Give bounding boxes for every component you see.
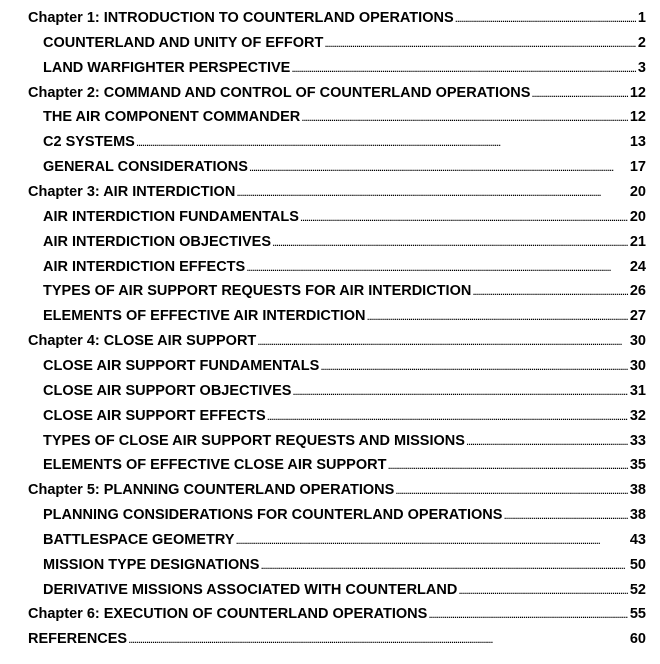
toc-page-number: 31 [629,382,646,399]
toc-dot-leader [367,306,628,326]
toc-page-number: 50 [629,556,646,573]
toc-dot-leader [301,107,628,127]
toc-entry-title: Chapter 4: CLOSE AIR SUPPORT [28,333,257,350]
toc-entry-title: DERIVATIVE MISSIONS ASSOCIATED WITH COUNTERLAND [43,581,458,598]
toc-page-number: 60 [629,631,646,648]
toc-page-number: 20 [629,184,646,200]
toc-section-entry[interactable] [43,306,646,326]
toc-section-entry[interactable] [43,107,646,127]
toc-dot-leader [236,182,628,202]
toc-chapter-entry[interactable] [28,8,646,28]
toc-page-number: 2 [637,34,646,51]
toc-entry-title: AIR INTERDICTION EFFECTS [43,258,246,275]
toc-section-entry[interactable] [43,356,646,376]
toc-dot-leader [267,406,628,426]
toc-page-number: 52 [629,581,646,598]
toc-dot-leader [455,8,636,28]
toc-section-entry[interactable] [43,555,646,575]
toc-dot-leader [472,281,628,301]
toc-entry-title: CLOSE AIR SUPPORT EFFECTS [43,407,266,424]
toc-entry-title: TYPES OF CLOSE AIR SUPPORT REQUESTS AND MISSIONS [43,432,465,449]
toc-section-entry[interactable] [43,58,646,78]
toc-page-number: 24 [629,258,646,275]
toc-entry-title: Chapter 2: COMMAND AND CONTROL OF COUNTERLAND OPERATIONS [28,84,531,101]
toc-chapter-entry[interactable] [28,629,646,649]
toc-entry-title: GENERAL CONSIDERATIONS [43,159,248,176]
toc-page-number: 27 [629,308,646,325]
toc-dot-leader [320,356,628,376]
toc-section-entry[interactable] [43,33,646,53]
toc-page-number: 33 [629,432,646,449]
toc-entry-title: CLOSE AIR SUPPORT OBJECTIVES [43,382,292,399]
toc-section-entry[interactable] [43,257,646,277]
toc-page-number: 26 [629,283,646,300]
toc-entry-title: COUNTERLAND AND UNITY OF EFFORT [43,34,324,51]
toc-entry-title: Chapter 3: AIR INTERDICTION [28,184,236,200]
toc-page-number: 3 [637,59,646,76]
toc-dot-leader [292,381,627,401]
toc-section-entry[interactable] [43,530,646,550]
toc-dot-leader [260,555,627,575]
toc-section-entry[interactable] [43,406,646,426]
toc-dot-leader [428,604,628,624]
toc-entry-title: Chapter 1: INTRODUCTION TO COUNTERLAND OPERATIONS [28,10,454,26]
toc-chapter-entry[interactable] [28,480,646,500]
toc-page-number: 13 [629,134,646,151]
toc-entry-title: AIR INTERDICTION FUNDAMENTALS [43,208,299,225]
toc-entry-title: C2 SYSTEMS [43,134,135,151]
toc-entry-title: BATTLESPACE GEOMETRY [43,531,235,548]
toc-entry-title: MISSION TYPE DESIGNATIONS [43,556,260,573]
toc-page-number: 30 [629,333,646,350]
toc-dot-leader [291,58,636,78]
toc-page-number: 20 [629,208,646,225]
toc-dot-leader [300,207,628,227]
toc-dot-leader [395,480,628,500]
toc-page-number: 55 [629,606,646,623]
toc-dot-leader [128,629,628,649]
toc-page-number: 30 [629,357,646,374]
toc-dot-leader [246,257,628,277]
toc-entry-title: Chapter 5: PLANNING COUNTERLAND OPERATIONS [28,482,395,499]
toc-page-number: 38 [629,482,646,499]
toc-entry-title: TYPES OF AIR SUPPORT REQUESTS FOR AIR INTERDICTION [43,283,472,300]
toc-section-entry[interactable] [43,132,646,152]
toc-page-number: 35 [629,457,646,474]
toc-dot-leader [503,505,627,525]
toc-dot-leader [272,232,628,252]
toc-dot-leader [387,455,627,475]
toc-chapter-entry[interactable] [28,604,646,624]
toc-dot-leader [324,33,636,53]
toc-entry-title: CLOSE AIR SUPPORT FUNDAMENTALS [43,357,320,374]
toc-dot-leader [458,580,628,600]
toc-page-number: 12 [629,84,646,101]
toc-dot-leader [249,157,628,177]
toc-entry-title: ELEMENTS OF EFFECTIVE CLOSE AIR SUPPORT [43,457,387,474]
toc-page-number: 32 [629,407,646,424]
toc-entry-title: Chapter 6: EXECUTION OF COUNTERLAND OPERATIONS [28,606,428,623]
toc-section-entry[interactable] [43,431,646,451]
toc-section-entry[interactable] [43,381,646,401]
toc-section-entry[interactable] [43,580,646,600]
toc-dot-leader [235,530,627,550]
toc-dot-leader [466,431,628,451]
toc-section-entry[interactable] [43,281,646,301]
toc-entry-title: PLANNING CONSIDERATIONS FOR COUNTERLAND OPERATIONS [43,507,503,523]
toc-dot-leader [257,331,628,351]
toc-section-entry[interactable] [43,232,646,252]
toc-chapter-entry[interactable] [28,83,646,103]
toc-section-entry[interactable] [43,455,646,475]
toc-entry-title: ELEMENTS OF EFFECTIVE AIR INTERDICTION [43,308,366,325]
toc-page-number: 38 [629,507,646,523]
toc-page-number: 17 [629,159,646,176]
toc-entry-title: AIR INTERDICTION OBJECTIVES [43,233,271,250]
toc-section-entry[interactable] [43,505,646,525]
toc-entry-title: REFERENCES [28,631,128,648]
toc-page-number: 1 [637,10,646,26]
toc-section-entry[interactable] [43,207,646,227]
toc-section-entry[interactable] [43,157,646,177]
toc-dot-leader [136,132,628,152]
toc-chapter-entry[interactable] [28,331,646,351]
toc-page-number: 12 [629,109,646,126]
toc-page-number: 21 [629,233,646,250]
toc-entry-title: THE AIR COMPONENT COMMANDER [43,109,301,126]
toc-chapter-entry[interactable] [28,182,646,202]
toc-page-number: 43 [629,531,646,548]
toc-entry-title: LAND WARFIGHTER PERSPECTIVE [43,59,291,76]
toc-dot-leader [531,83,627,103]
